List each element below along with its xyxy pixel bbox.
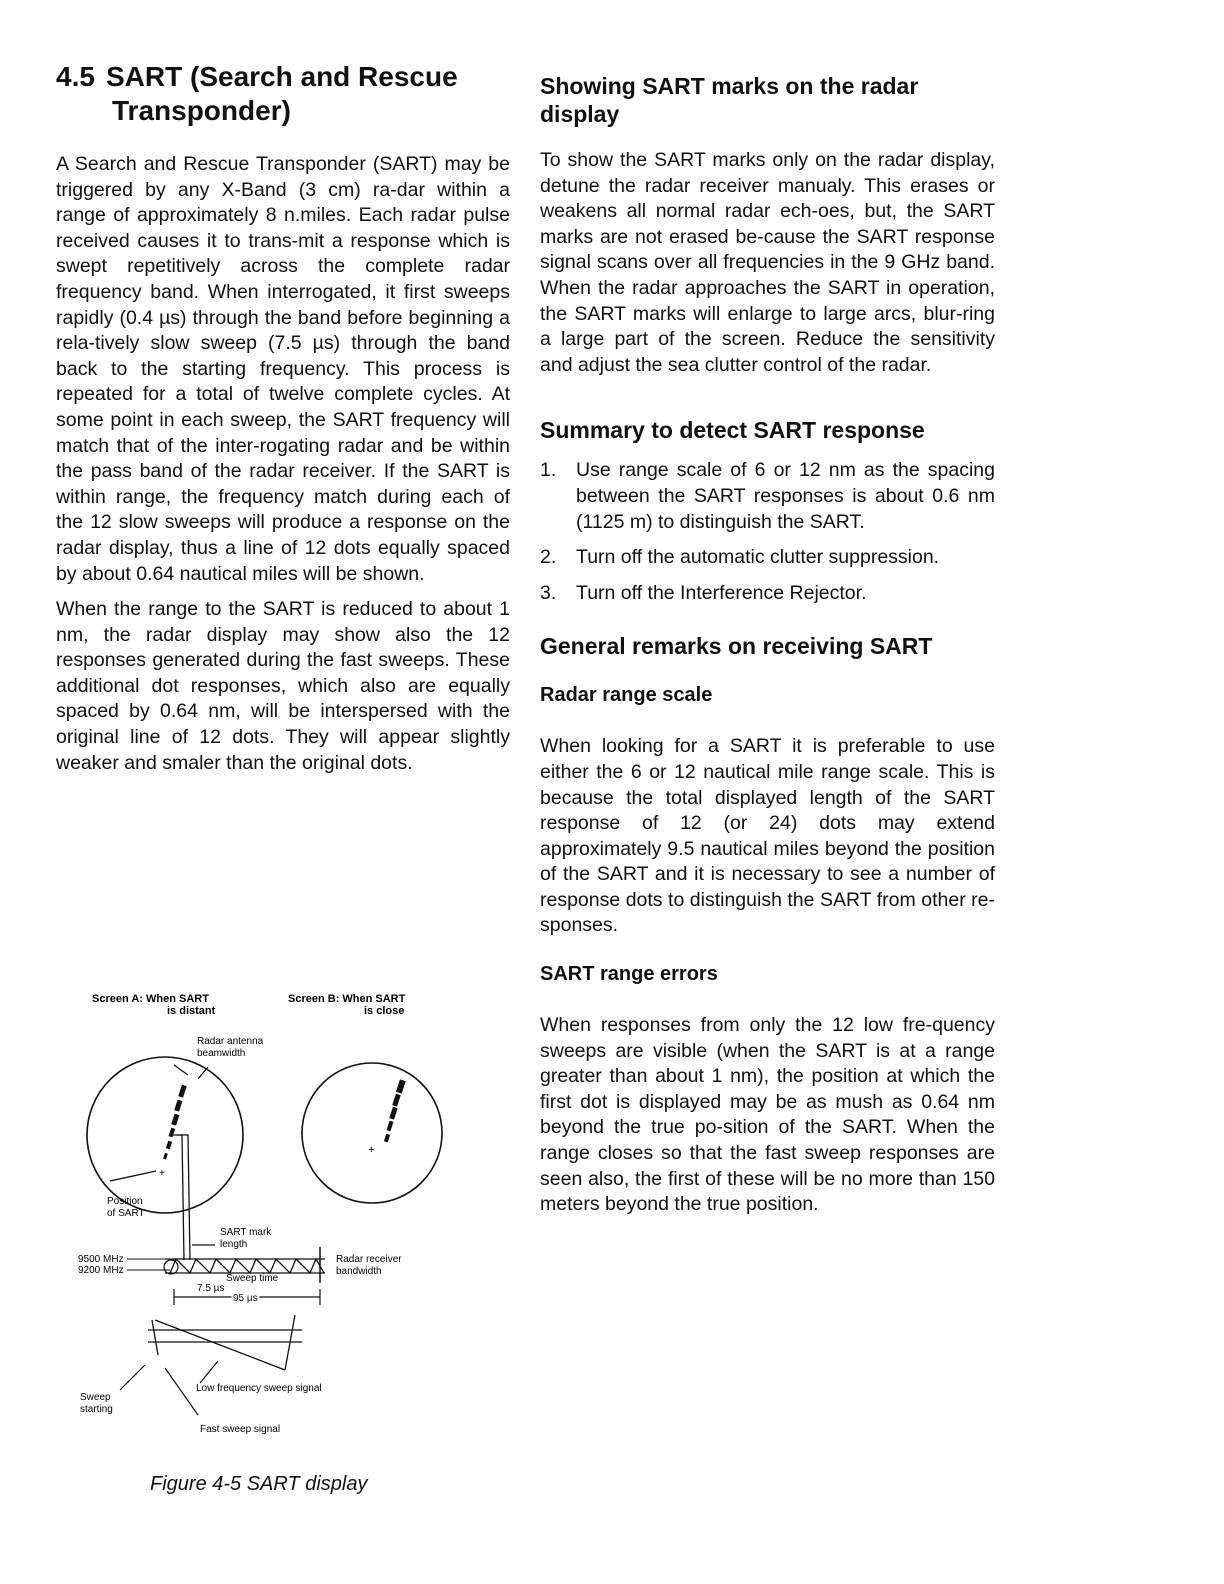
screen-a-sart-dots	[163, 1085, 187, 1160]
figure-caption: Figure 4-5 SART display	[150, 1473, 368, 1495]
section-heading	[56, 60, 510, 128]
antenna-label-line2: beamwidth	[197, 1048, 246, 1059]
screen-a-title-line1: Screen A: When SART	[92, 993, 209, 1005]
sart-dot	[392, 1094, 400, 1107]
receiver-label-line1: Radar receiver	[336, 1254, 402, 1265]
fast-sweep-label: Fast sweep signal	[200, 1424, 281, 1435]
position-arrow	[110, 1171, 156, 1181]
sart-dot	[389, 1107, 397, 1120]
fast-sweep-line	[152, 1320, 158, 1355]
showing-marks-heading: Showing SART marks on the radar display	[540, 73, 919, 127]
total-time-label: 95 µs	[233, 1293, 258, 1304]
section-title-line1: SART (Search and Rescue	[106, 61, 458, 92]
sweep-sawtooth	[170, 1259, 324, 1273]
intro-paragraph: A Search and Rescue Transponder (SART) may be triggered by any X-Band (3 cm) ra-dar within a range of approximately 8 n.miles. Each radar pulse received causes it to trans-mit a response which is swept repetitively across the complete radar frequency band. When interrogated, it first sweeps rapidly (0.4 µs) through the band before beginning a rela-tively slow sweep (7.5 µs) through the band back to the starting frequency. This process is repeated for a total of twelve complete cycles. At some point in each sweep, the SART frequency will match that of the inter-rogating radar and be within the pass band of the radar receiver. If the SART is within range, the frequency match during each of the 12 slow sweeps will produce a response on the radar display, thus a line of 12 dots equally spaced by about 0.64 nautical miles will be shown.	[56, 153, 510, 585]
sart-dot	[169, 1128, 176, 1138]
mark-label-line2: length	[220, 1239, 248, 1250]
antenna-label-line1: Radar antenna	[197, 1036, 264, 1047]
section-number: 4.5	[56, 61, 95, 92]
list-item-text: Use range scale of 6 or 12 nm as the spacing between the SART responses is about 0.6 nm (1125 m) to distinguish the SART.	[576, 459, 995, 533]
screen-a-circle	[87, 1057, 243, 1213]
freq-low-label: 9200 MHz	[78, 1265, 124, 1276]
sweep-time-label: Sweep time	[226, 1273, 279, 1284]
sart-dot	[178, 1085, 186, 1098]
freq-high-label: 9500 MHz	[78, 1254, 124, 1265]
sweep-start-label-line1: Sweep	[80, 1392, 111, 1403]
list-item	[540, 581, 995, 607]
screen-b-circle	[302, 1063, 442, 1203]
sart-dot	[387, 1121, 394, 1132]
list-item	[540, 458, 995, 535]
general-remarks-heading: General remarks on receiving SART	[540, 633, 933, 660]
range-scale-paragraph: When looking for a SART it is preferable to use either the 6 or 12 nautical mile range scale. This is because the total displayed length of the SART response of 12 (or 24) dots may extend approximately 9.5 nautical miles beyond the position of the SART and it is necessary to see a number of response dots to distinguish the SART from other re-sponses.	[540, 735, 995, 937]
sweep-start-leader	[120, 1365, 145, 1390]
beamwidth-arrow-left	[174, 1065, 188, 1075]
showing-marks-paragraph: To show the SART marks only on the radar display, detune the radar receiver manualy. This erases or weakens all normal radar ech-oes, but, the SART marks are not erased be-cause the SART response signal scans over all frequencies in the 9 GHz band. When the radar approaches the SART in operation, the SART marks will enlarge to large arcs, blur-ring a large part of the screen. Reduce the sensitivity and adjust the sea clutter control of the radar.	[540, 149, 995, 376]
sweep-start-label-line2: starting	[80, 1404, 113, 1415]
screen-b-center-mark: +	[368, 1144, 375, 1156]
left-column	[56, 60, 510, 786]
position-label-line2: of SART	[107, 1208, 145, 1219]
sart-dot	[163, 1153, 168, 1160]
range-scale-subheading: Radar range scale	[540, 684, 713, 707]
sart-dot	[174, 1100, 182, 1112]
mark-label-line1: SART mark	[220, 1227, 272, 1238]
low-frequency-sweep-line	[155, 1320, 285, 1370]
screen-b-sart-dots	[384, 1079, 406, 1142]
range-errors-paragraph: When responses from only the 12 low fre-quency sweeps are visible (when the SART is at a range greater than about 1 nm), the position at which the first dot is displayed may be as mush as 0.64 nm beyond the true po-sition of the SART. When the range closes so that the fast sweep responses are seen also, the first of these will be no more than 150 meters beyond the true position.	[540, 1014, 995, 1216]
screen-b-title-line2: is close	[364, 1005, 405, 1017]
list-item	[540, 545, 995, 571]
sart-display-figure	[70, 985, 490, 1435]
range-errors-subheading: SART range errors	[540, 963, 718, 986]
close-range-paragraph: When the range to the SART is reduced to about 1 nm, the radar display may show also the 12 responses generated during the fast sweeps. These additional dot responses, which also are equally spaced by 0.64 nm, will be interspersed with the original line of 12 dots. They will appear slightly weaker and smaler than the original dots.	[56, 598, 510, 774]
low-frequency-leader	[200, 1361, 218, 1383]
screen-a-center-mark: +	[159, 1168, 165, 1179]
summary-heading: Summary to detect SART response	[540, 417, 925, 444]
sart-dot	[384, 1134, 390, 1143]
low-frequency-label: Low frequency sweep signal	[196, 1383, 322, 1394]
summary-list	[540, 458, 995, 606]
fast-sweep-leader	[165, 1368, 198, 1415]
trail-connector-inner	[171, 1135, 184, 1260]
list-item-number: 2.	[540, 546, 557, 569]
slow-sweep-time-label: 7.5 µs	[197, 1283, 225, 1294]
sart-diagram	[70, 985, 490, 1435]
list-item-number: 3.	[540, 581, 557, 604]
list-item-text: Turn off the automatic clutter suppression.	[576, 546, 940, 569]
sart-dot	[396, 1079, 406, 1093]
sart-dot	[171, 1114, 179, 1126]
position-label-line1: Position	[107, 1196, 143, 1207]
screen-a-title-line2: is distant	[167, 1005, 216, 1017]
section-title-line2: Transponder)	[112, 95, 291, 126]
screen-b-title-line1: Screen B: When SART	[288, 993, 406, 1005]
list-item-number: 1.	[540, 459, 557, 482]
sart-dot	[166, 1141, 172, 1150]
right-column	[540, 72, 995, 1228]
list-item-text: Turn off the Interference Rejector.	[576, 581, 867, 604]
receiver-label-line2: bandwidth	[336, 1266, 382, 1277]
